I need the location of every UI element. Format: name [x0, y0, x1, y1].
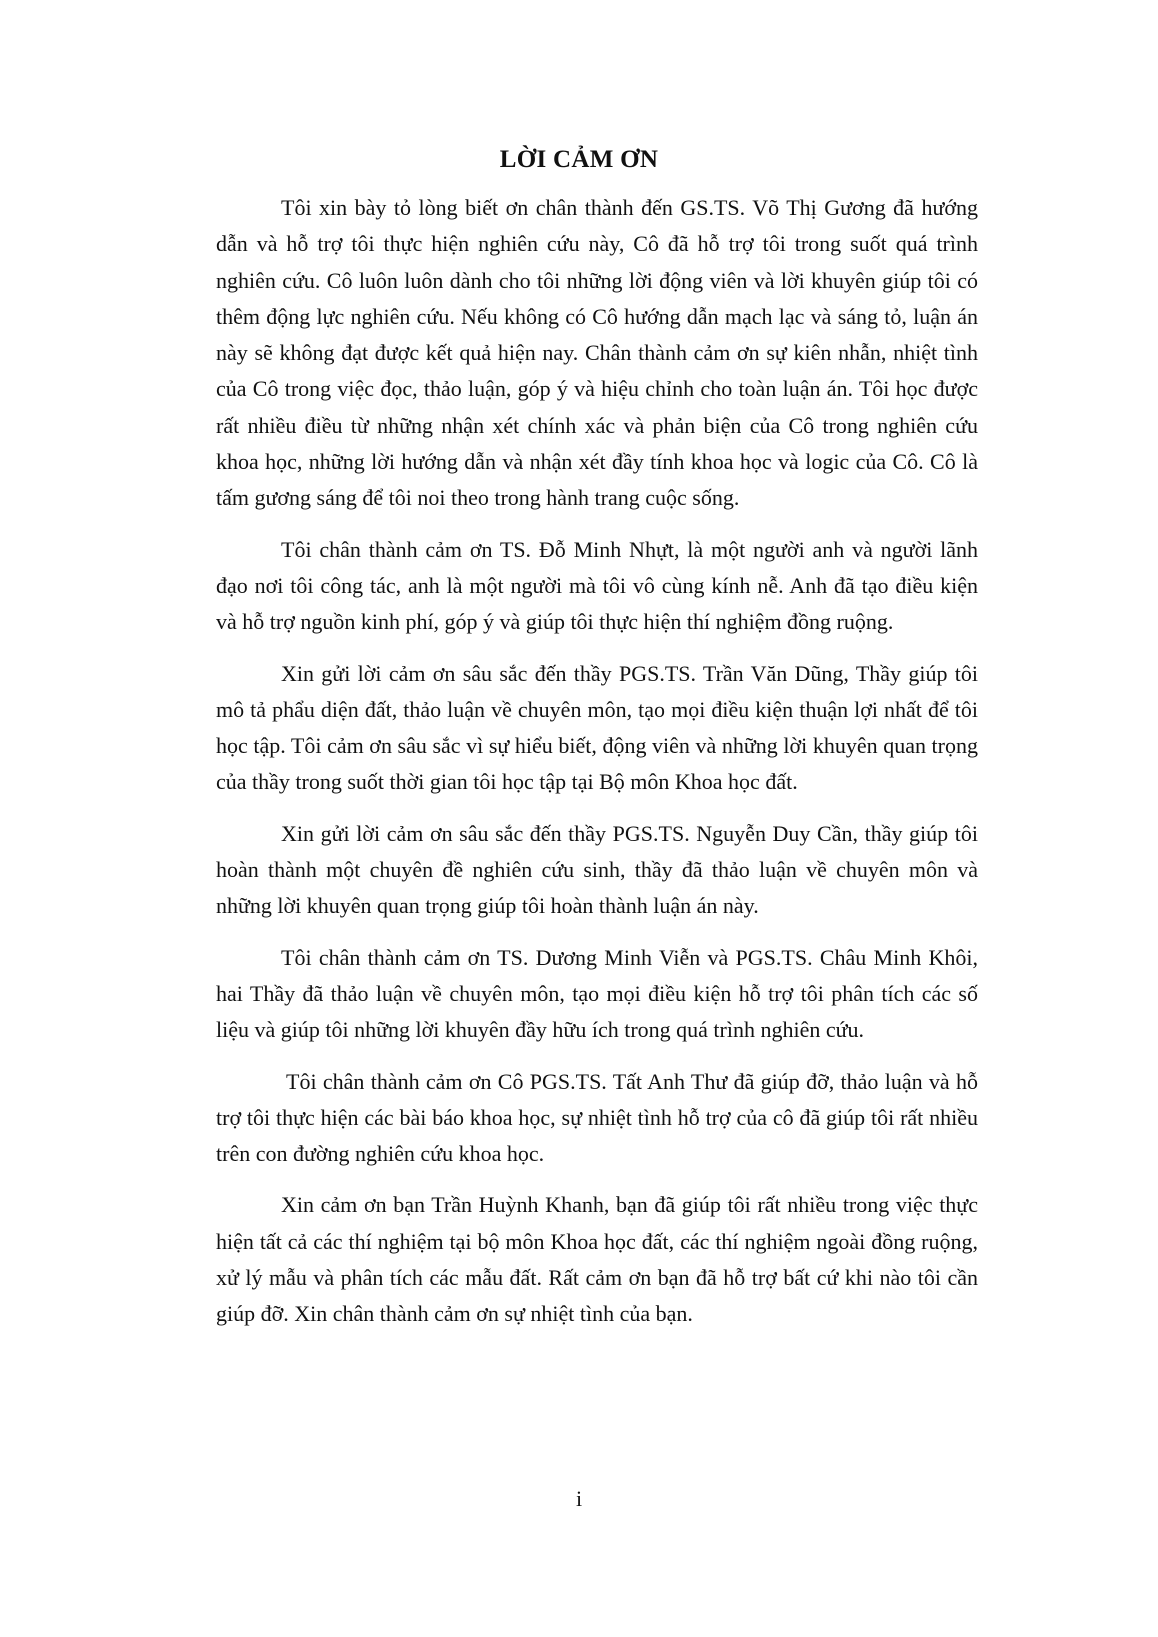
paragraph-supervisor-vo-thi-guong: Tôi xin bày tỏ lòng biết ơn chân thành đến GS.TS. Võ Thị Gương đã hướng dẫn và hỗ trợ tôi thực hiện nghiên cứu này, Cô đã hỗ trợ tôi trong suốt quá trình nghiên cứu. Cô luôn luôn dành cho tôi những lời động viên và lời khuyên giúp tôi có thêm động lực nghiên cứu. Nếu không có Cô hướng dẫn mạch lạc và sáng tỏ, luận án này sẽ không đạt được kết quả hiện nay. Chân thành cảm ơn sự kiên nhẫn, nhiệt tình của Cô trong việc đọc, thảo luận, góp ý và hiệu chỉnh cho toàn luận án. Tôi học được rất nhiều điều từ những nhận xét chính xác và phản biện của Cô trong nghiên cứu khoa học, những lời hướng dẫn và nhận xét đầy tính khoa học và logic của Cô. Cô là tấm gương sáng để tôi noi theo trong hành trang cuộc sống. — [216, 195, 978, 511]
paragraph-do-minh-nhut: Tôi chân thành cảm ơn TS. Đỗ Minh Nhựt, là một người anh và người lãnh đạo nơi tôi công tác, anh là một người mà tôi vô cùng kính nễ. Anh đã tạo điều kiện và hỗ trợ nguồn kinh phí, góp ý và giúp tôi thực hiện thí nghiệm đồng ruộng. — [216, 536, 978, 635]
paragraph-nguyen-duy-can: Xin gửi lời cảm ơn sâu sắc đến thầy PGS.TS. Nguyễn Duy Cần, thầy giúp tôi hoàn thành một chuyên đề nghiên cứu sinh, thầy đã thảo luận về chuyên môn và những lời khuyên quan trọng giúp tôi hoàn thành luận án này. — [216, 820, 978, 919]
paragraph-tran-huynh-khanh: Xin cảm ơn bạn Trần Huỳnh Khanh, bạn đã giúp tôi rất nhiều trong việc thực hiện tất cả các thí nghiệm tại bộ môn Khoa học đất, các thí nghiệm ngoài đồng ruộng, xử lý mẫu và phân tích các mẫu đất. Rất cảm ơn bạn đã hỗ trợ bất cứ khi nào tôi cần giúp đỡ. Xin chân thành cảm ơn sự nhiệt tình của bạn. — [216, 1192, 978, 1327]
paragraph-duong-minh-vien-chau-minh-khoi: Tôi chân thành cảm ơn TS. Dương Minh Viễn và PGS.TS. Châu Minh Khôi, hai Thầy đã thảo luận về chuyên môn, tạo mọi điều kiện hỗ trợ tôi phân tích các số liệu và giúp tôi những lời khuyên đầy hữu ích trong quá trình nghiên cứu. — [216, 944, 978, 1043]
page-number: i — [575, 1486, 583, 1511]
document-body — [216, 190, 978, 1348]
paragraph-tat-anh-thu: Tôi chân thành cảm ơn Cô PGS.TS. Tất Anh Thư đã giúp đỡ, thảo luận và hỗ trợ tôi thực hiện các bài báo khoa học, sự nhiệt tình hỗ trợ của cô đã giúp tôi rất nhiều trên con đường nghiên cứu khoa học. — [216, 1068, 978, 1167]
page-title: LỜI CẢM ƠN — [499, 146, 659, 173]
paragraph-tran-van-dung: Xin gửi lời cảm ơn sâu sắc đến thầy PGS.TS. Trần Văn Dũng, Thầy giúp tôi mô tả phẩu diện đất, thảo luận về chuyên môn, tạo mọi điều kiện thuận lợi nhất để tôi học tập. Tôi cảm ơn sâu sắc vì sự hiểu biết, động viên và những lời khuyên quan trọng của thầy trong suốt thời gian tôi học tập tại Bộ môn Khoa học đất. — [216, 660, 978, 795]
